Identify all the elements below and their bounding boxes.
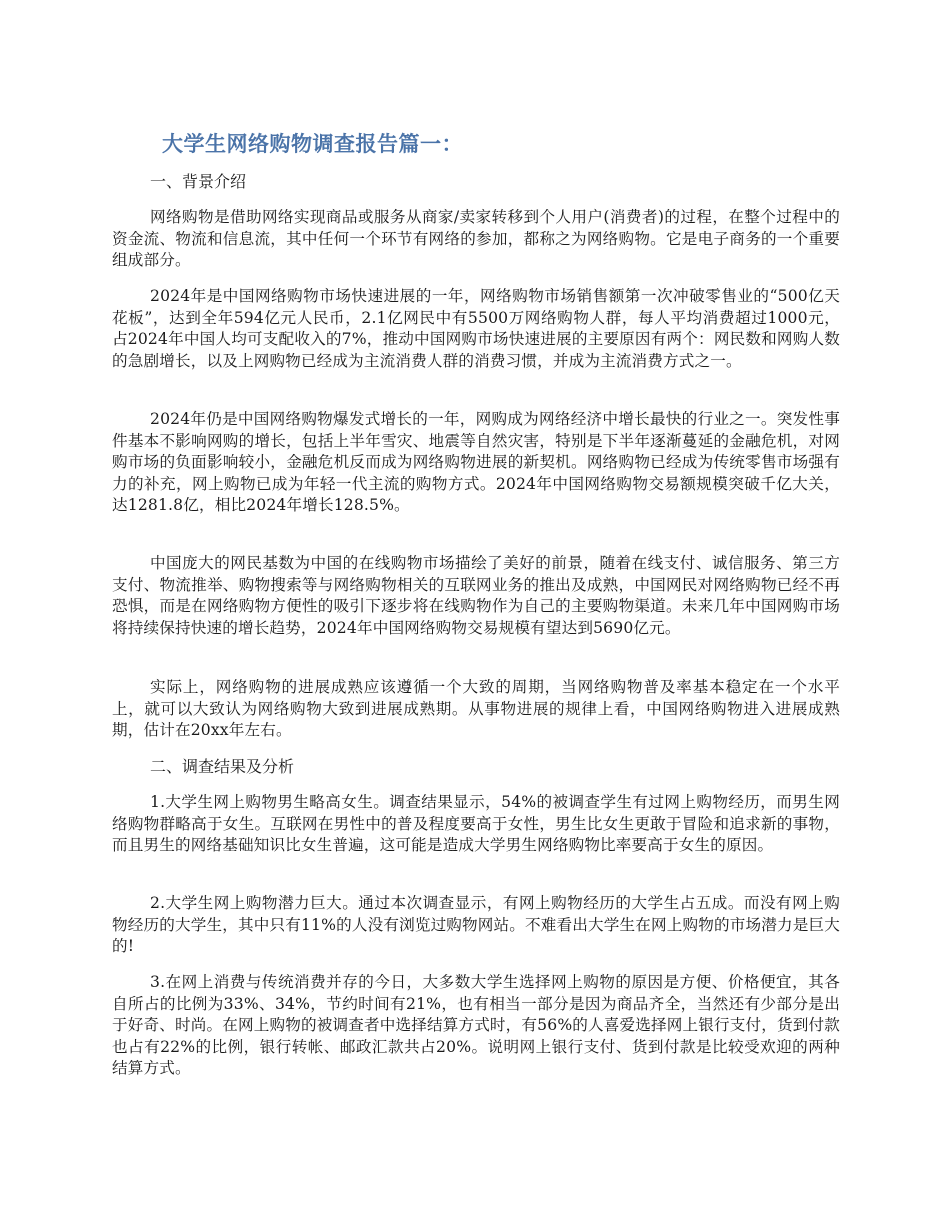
document-title: 大学生网络购物调查报告篇一： xyxy=(162,132,463,156)
paragraph-results-2: 2.大学生网上购物潜力巨大。通过本次调查显示，有网上购物经历的大学生占五成。而没有网上购物经历的大学生，其中只有11%的人没有浏览过购物网站。不难看出大学生在网上购物的市场潜力是巨大的! xyxy=(112,894,840,956)
paragraph-background-5: 实际上，网络购物的进展成熟应该遵循一个大致的周期，当网络购物普及率基本稳定在一个水平上，就可以大致认为网络购物大致到进展成熟期。从事物进展的规律上看，中国网络购物进入进展成熟期，估计在20xx年左右。 xyxy=(112,678,840,740)
paragraph-background-1: 网络购物是借助网络实现商品或服务从商家/卖家转移到个人用户(消费者)的过程，在整个过程中的资金流、物流和信息流，其中任何一个环节有网络的参加，都称之为网络购物。它是电子商务的一个重要组成部分。 xyxy=(112,208,840,270)
paragraph-background-2: 2024年是中国网络购物市场快速进展的一年，网络购物市场销售额第一次冲破零售业的“500亿天花板”，达到全年594亿元人民币，2.1亿网民中有5500万网络购物人群，每人平均消费超过1000元， 占2024年中国人均可支配收入的7%，推动中国网购市场快速进展的主要原因有两个：网民数和网购人数的急剧增长，以及上网购物已经成为主流消费人群的消费习惯，并成为主流消费方式之一。 xyxy=(112,287,840,370)
section-heading-background: 一、背景介绍 xyxy=(150,172,247,191)
paragraph-results-3: 3.在网上消费与传统消费并存的今日，大多数大学生选择网上购物的原因是方便、价格便宜，其各自所占的比例为33%、34%，节约时间有21%，也有相当一部分是因为商品齐全，当然还有少部分是出于好奇、时尚。在网上购物的被调查者中选择结算方式时，有56%的人喜爱选择网上银行支付，货到付款也占有22%的比例，银行转帐、邮政汇款共占20%。说明网上银行支付、货到付款是比较受欢迎的两种结算方式。 xyxy=(112,973,840,1078)
paragraph-background-4: 中国庞大的网民基数为中国的在线购物市场描绘了美好的前景，随着在线支付、诚信服务、第三方支付、物流推举、购物搜索等与网络购物相关的互联网业务的推出及成熟，中国网民对网络购物已经不再恐惧，而是在网络购物方便性的吸引下逐步将在线购物作为自己的主要购物渠道。未来几年中国网购市场将持续保持快速的增长趋势，2024年中国网络购物交易规模有望达到5690亿元。 xyxy=(112,554,840,637)
section-heading-results: 二、调查结果及分析 xyxy=(150,757,295,776)
paragraph-background-3: 2024年仍是中国网络购物爆发式增长的一年，网购成为网络经济中增长最快的行业之一。突发性事件基本不影响网购的增长，包括上半年雪灾、地震等自然灾害，特别是下半年逐渐蔓延的金融危机，对网购市场的负面影响较小，金融危机反而成为网络购物进展的新契机。网络购物已经成为传统零售市场强有力的补充，网上购物已成为年轻一代主流的购物方式。2024年中国网络购物交易额规模突破千亿大关，达1281.8亿，相比2024年增长128.5%。 xyxy=(112,410,840,515)
paragraph-results-1: 1.大学生网上购物男生略高女生。调查结果显示，54%的被调查学生有过网上购物经历，而男生网络购物群略高于女生。互联网在男性中的普及程度要高于女性，男生比女生更敢于冒险和追求新的事物，而且男生的网络基础知识比女生普遍，这可能是造成大学男生网络购物比率要高于女生的原因。 xyxy=(112,793,840,855)
